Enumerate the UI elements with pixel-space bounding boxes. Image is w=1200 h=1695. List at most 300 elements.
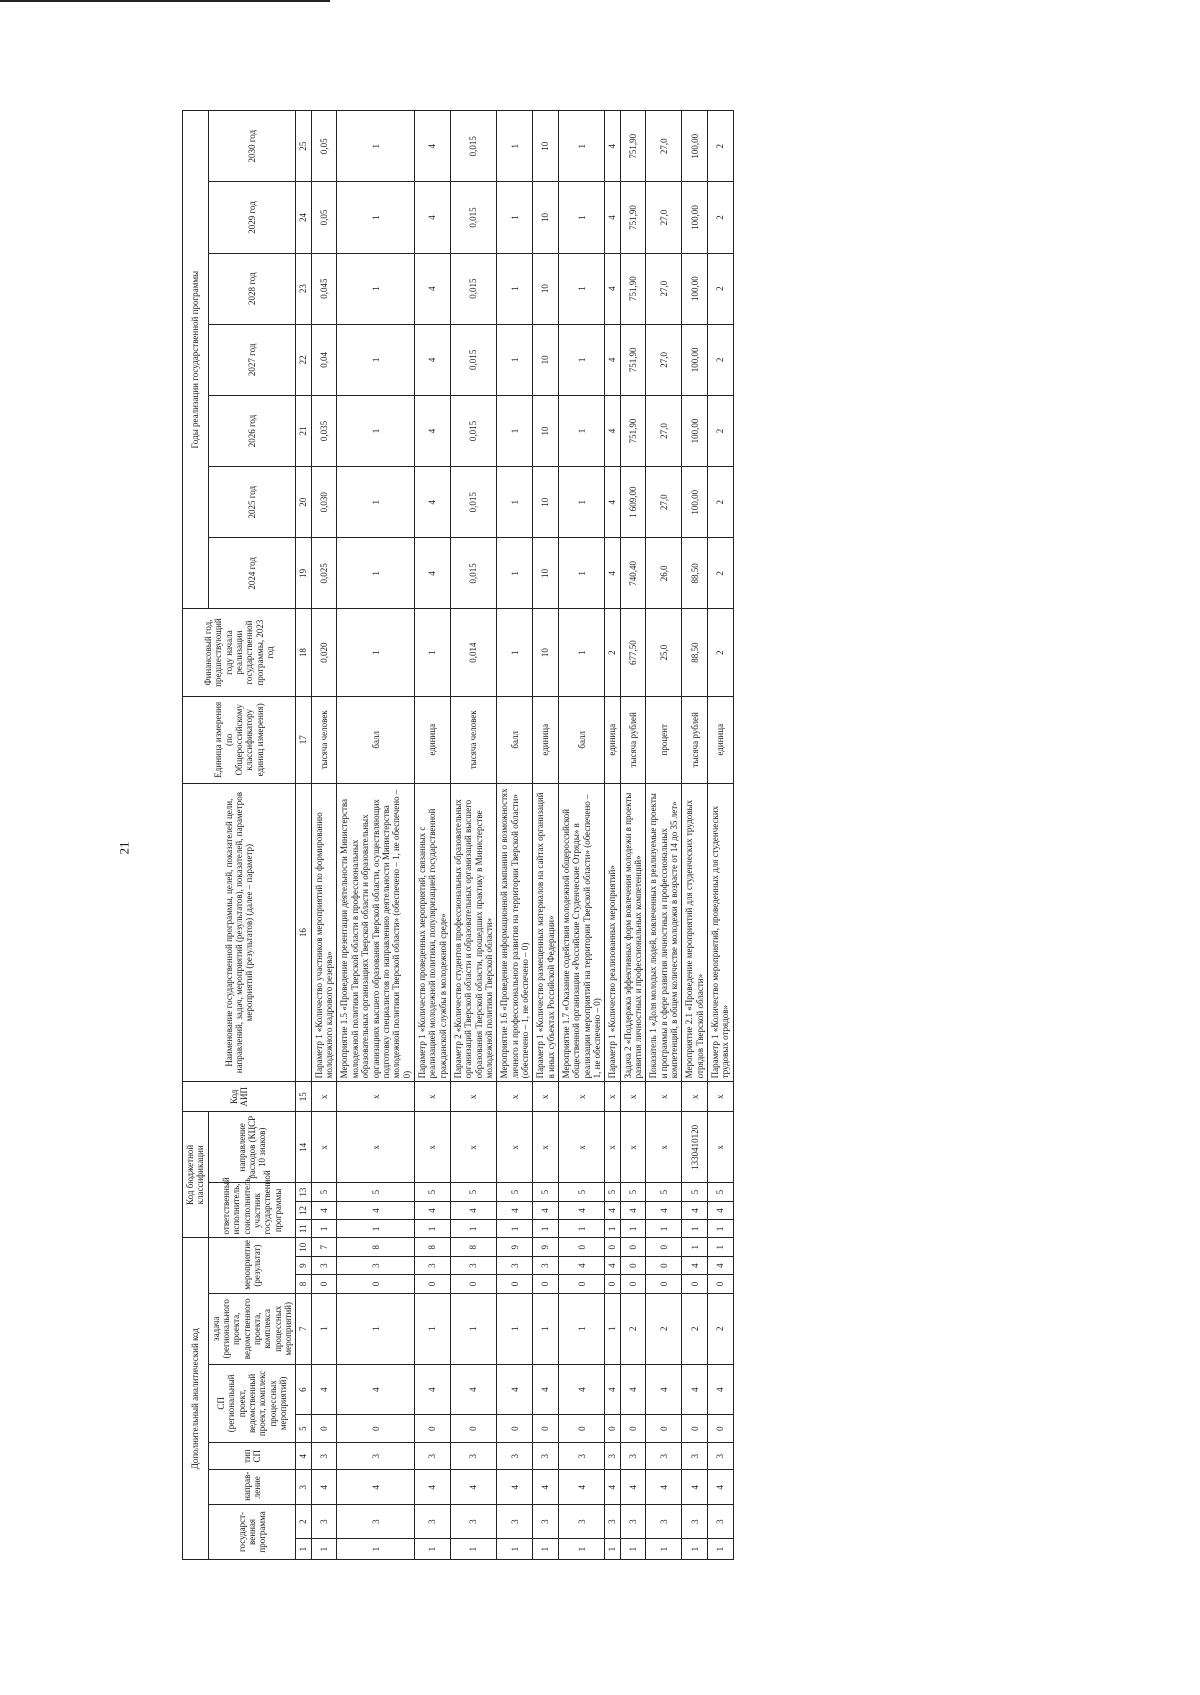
code-cell: 0 [559, 1275, 605, 1293]
code-cell: 1 [311, 1220, 337, 1238]
code-cell: 5 [605, 1183, 620, 1201]
year-value-cell: 0,015 [450, 467, 496, 538]
year-value-cell: 100,00 [682, 111, 708, 182]
code-cell: 4 [533, 1364, 559, 1415]
code-cell: 3 [337, 1256, 414, 1274]
name-cell: Параметр 1 «Количество размещенных материалов на сайтах организаций в иных субъектах Российской Федерации» [533, 783, 559, 1081]
code-cell: 0 [682, 1275, 708, 1293]
code-cell: 7 [311, 1238, 337, 1257]
code-cell: 1 [337, 1293, 414, 1364]
unit-cell: единица [533, 696, 559, 783]
year-value-cell: 1 [337, 467, 414, 538]
code-cell: 4 [559, 1470, 605, 1504]
year-value-cell: 751,90 [620, 253, 646, 324]
unit-cell: тысяча человек [450, 696, 496, 783]
column-number: 20 [296, 467, 311, 538]
gp-header: государст- венная программа [208, 1504, 296, 1559]
unit-cell: балл [337, 696, 414, 783]
code-cell: x [605, 1082, 620, 1112]
year-value-cell: 1 [497, 182, 533, 253]
code-cell: x [450, 1112, 496, 1183]
column-number: 13 [296, 1183, 311, 1201]
year-value-cell: 27,0 [646, 395, 682, 466]
code-cell: 4 [450, 1201, 496, 1219]
code-cell: 3 [450, 1442, 496, 1470]
code-cell: 0 [450, 1275, 496, 1293]
code-cell: 0 [311, 1415, 337, 1443]
code-cell: 0 [311, 1275, 337, 1293]
code-cell: 0 [605, 1238, 620, 1257]
code-cell: 4 [605, 1201, 620, 1219]
year-value-cell: 10 [533, 253, 559, 324]
code-cell: 5 [533, 1183, 559, 1201]
year-value-cell: 0,015 [450, 324, 496, 395]
code-cell: 3 [533, 1504, 559, 1538]
column-number: 9 [296, 1256, 311, 1274]
code-cell: 0 [708, 1415, 734, 1443]
code-cell: 0 [605, 1275, 620, 1293]
table-row [605, 111, 620, 1560]
year-value-cell: 100,00 [682, 324, 708, 395]
column-number: 25 [296, 111, 311, 182]
code-cell: x [414, 1112, 450, 1183]
code-cell: 5 [311, 1183, 337, 1201]
column-number: 17 [296, 696, 311, 783]
scan-edge-line [0, 0, 330, 2]
name-cell: Мероприятие 2.1 «Проведение мероприятий для студенческих трудовых отрядов Тверской области» [682, 783, 708, 1081]
year-value-cell: 740,40 [620, 538, 646, 609]
code-cell: 0 [646, 1256, 682, 1274]
year-value-cell: 10 [533, 467, 559, 538]
code-cell: 5 [497, 1183, 533, 1201]
code-cell: 3 [559, 1504, 605, 1538]
code-cell: 0 [559, 1238, 605, 1257]
code-cell: 1 [682, 1220, 708, 1238]
base-year-cell: 2 [605, 609, 620, 696]
code-cell: x [311, 1112, 337, 1183]
name-cell: Мероприятие 1.6 «Проведение информационной кампании о возможностях личного и профессионального развития на территории Тверской области» (обеспечено – 1, не обеспечено – 0) [497, 783, 533, 1081]
code-cell: 4 [311, 1364, 337, 1415]
code-cell: 0 [646, 1238, 682, 1257]
code-cell: 3 [646, 1504, 682, 1538]
code-cell: 1 [311, 1293, 337, 1364]
code-cell: 4 [414, 1364, 450, 1415]
code-cell: 3 [605, 1442, 620, 1470]
column-number: 21 [296, 395, 311, 466]
code-cell: 1 [646, 1539, 682, 1560]
code-cell: 1 [646, 1220, 682, 1238]
code-cell: 1 [533, 1220, 559, 1238]
table-row [646, 111, 682, 1560]
base-year-cell: 1 [414, 609, 450, 696]
year-value-cell: 4 [414, 111, 450, 182]
base-year-cell: 1 [497, 609, 533, 696]
code-cell: 1 [311, 1539, 337, 1560]
year-value-cell: 0,015 [450, 395, 496, 466]
code-cell: 3 [533, 1442, 559, 1470]
year-value-cell: 27,0 [646, 253, 682, 324]
code-cell: 1 [559, 1539, 605, 1560]
code-cell: 1 [450, 1220, 496, 1238]
year-value-cell: 27,0 [646, 324, 682, 395]
code-cell: 4 [337, 1364, 414, 1415]
code-cell: 4 [708, 1201, 734, 1219]
year-header: 2025 год [208, 467, 296, 538]
code-cell: 5 [559, 1183, 605, 1201]
year-value-cell: 2 [708, 395, 734, 466]
code-cell: 3 [311, 1504, 337, 1538]
code-cell: 0 [337, 1415, 414, 1443]
code-cell: x [682, 1082, 708, 1112]
year-value-cell: 100,00 [682, 467, 708, 538]
additional-code-header: Дополнительный аналитический код [183, 1238, 209, 1560]
code-cell: x [605, 1112, 620, 1183]
unit-cell: тысяча человек [311, 696, 337, 783]
code-cell: 3 [708, 1442, 734, 1470]
code-cell: x [708, 1082, 734, 1112]
code-cell: 4 [620, 1364, 646, 1415]
year-value-cell: 4 [414, 324, 450, 395]
code-cell: 0 [646, 1415, 682, 1443]
year-header: 2030 год [208, 111, 296, 182]
year-value-cell: 27,0 [646, 111, 682, 182]
code-cell: x [646, 1082, 682, 1112]
base-year-cell: 0,020 [311, 609, 337, 696]
base-year-cell: 88,50 [682, 609, 708, 696]
code-cell: 1 [337, 1539, 414, 1560]
year-value-cell: 88,50 [682, 538, 708, 609]
budget-code-header: Код бюджетной классификации [183, 1112, 209, 1238]
year-header: 2024 год [208, 538, 296, 609]
code-cell: 0 [559, 1415, 605, 1443]
column-number: 4 [296, 1442, 311, 1470]
code-cell: 0 [646, 1275, 682, 1293]
year-header: 2029 год [208, 182, 296, 253]
code-cell: 0 [605, 1415, 620, 1443]
year-value-cell: 1 [497, 253, 533, 324]
code-cell: 5 [708, 1183, 734, 1201]
code-cell: 0 [682, 1415, 708, 1443]
year-value-cell: 2 [708, 182, 734, 253]
code-cell: 4 [682, 1256, 708, 1274]
column-number: 23 [296, 253, 311, 324]
code-cell: 3 [497, 1442, 533, 1470]
code-cell: 3 [337, 1504, 414, 1538]
executor-header: ответственный исполнитель, соисполнитель, участник государственной программы [208, 1183, 296, 1238]
code-cell: 3 [337, 1442, 414, 1470]
column-number: 2 [296, 1504, 311, 1538]
code-cell: x [497, 1112, 533, 1183]
code-cell: 3 [559, 1442, 605, 1470]
year-value-cell: 1 [337, 111, 414, 182]
year-value-cell: 0,04 [311, 324, 337, 395]
year-value-cell: 751,90 [620, 182, 646, 253]
code-cell: 3 [708, 1504, 734, 1538]
year-value-cell: 4 [605, 111, 620, 182]
name-cell: Параметр 2 «Количество студентов профессиональных образовательных организаций Тверской области и образовательных организаций высшего образования Тверской области, прошедших практику в Министерстве молодежной политики Тверской области» [450, 783, 496, 1081]
code-cell: 4 [414, 1470, 450, 1504]
page-number: 21 [116, 841, 132, 855]
code-cell: x [414, 1082, 450, 1112]
year-value-cell: 4 [605, 253, 620, 324]
unit-cell: балл [559, 696, 605, 783]
code-cell: 4 [497, 1364, 533, 1415]
year-value-cell: 1 [497, 111, 533, 182]
code-cell: 5 [414, 1183, 450, 1201]
table-row [620, 111, 646, 1560]
rotated-table-wrapper [182, 80, 1200, 1560]
year-value-cell: 0,05 [311, 111, 337, 182]
code-cell: 1 [414, 1220, 450, 1238]
year-value-cell: 0,05 [311, 182, 337, 253]
code-cell: 0 [533, 1415, 559, 1443]
year-value-cell: 751,90 [620, 395, 646, 466]
year-value-cell: 1 [337, 182, 414, 253]
year-value-cell: 26,0 [646, 538, 682, 609]
code-cell: x [559, 1082, 605, 1112]
code-cell: 1 [559, 1293, 605, 1364]
code-cell: x [708, 1112, 734, 1183]
code-cell: 4 [682, 1201, 708, 1219]
code-cell: 0 [497, 1275, 533, 1293]
code-cell: 9 [497, 1238, 533, 1257]
code-cell: 3 [497, 1256, 533, 1274]
unit-cell: тысяча рублей [682, 696, 708, 783]
code-cell: 0 [450, 1415, 496, 1443]
year-value-cell: 1 [559, 467, 605, 538]
table-body [311, 111, 733, 1560]
name-cell: Мероприятие 1.7 «Оказание содействия молодежной общероссийской общественной организации «Российские Студенческие Отряды» в реализации мероприятий на территории Тверской области» (обеспечено – 1, не обеспечено – 0) [559, 783, 605, 1081]
code-cell: 1 [605, 1293, 620, 1364]
table-row [682, 111, 708, 1560]
base-year-cell: 1 [337, 609, 414, 696]
code-cell: 4 [708, 1364, 734, 1415]
code-cell: 4 [620, 1470, 646, 1504]
unit-cell: балл [497, 696, 533, 783]
code-cell: x [646, 1112, 682, 1183]
dir-header: направ- ление [208, 1470, 296, 1504]
base-year-cell: 10 [533, 609, 559, 696]
year-value-cell: 0,045 [311, 253, 337, 324]
code-cell: 4 [311, 1201, 337, 1219]
table-row [414, 111, 450, 1560]
column-number: 5 [296, 1415, 311, 1443]
year-value-cell: 1 [337, 395, 414, 466]
code-cell: 1 [450, 1539, 496, 1560]
type-sp-header: тип СП [208, 1442, 296, 1470]
year-value-cell: 2 [708, 538, 734, 609]
year-value-cell: 10 [533, 538, 559, 609]
code-cell: 0 [533, 1275, 559, 1293]
year-value-cell: 1 [559, 182, 605, 253]
code-cell: x [533, 1112, 559, 1183]
code-cell: 2 [682, 1293, 708, 1364]
name-cell: Мероприятие 1.5 «Проведение презентации деятельности Министерства молодежной политики Тверской области в профессиональных образовательных организациях Тверской области и образовательных организациях высшего образования Тверской области, осуществляющих подготовку специалистов по направлению деятельности Министерства молодежной политики Тверской области» (обеспечено – 1, не обеспечено – 0) [337, 783, 414, 1081]
year-value-cell: 1 [559, 538, 605, 609]
column-number: 8 [296, 1275, 311, 1293]
year-value-cell: 4 [605, 324, 620, 395]
year-value-cell: 1 [337, 324, 414, 395]
code-cell: x [559, 1112, 605, 1183]
year-value-cell: 4 [605, 182, 620, 253]
code-cell: 3 [450, 1504, 496, 1538]
year-value-cell: 4 [414, 253, 450, 324]
year-value-cell: 100,00 [682, 253, 708, 324]
sp-header: СП (региональный проект, ведомственный проект, комплекс процессных мероприятий) [208, 1364, 296, 1442]
base-year-cell: 2 [708, 609, 734, 696]
code-cell: 4 [559, 1201, 605, 1219]
code-cell: 1 [559, 1220, 605, 1238]
year-value-cell: 4 [605, 467, 620, 538]
name-cell: Параметр 1 «Количество проведенных мероприятий, связанных с реализацией молодежной политики, популяризацией государственной гражданской службы в молодежной среде» [414, 783, 450, 1081]
year-value-cell: 0,030 [311, 467, 337, 538]
code-cell: 0 [337, 1275, 414, 1293]
code-cell: x [337, 1082, 414, 1112]
code-cell: 5 [337, 1183, 414, 1201]
code-cell: 5 [450, 1183, 496, 1201]
code-cell: 0 [497, 1415, 533, 1443]
table-row [708, 111, 734, 1560]
year-value-cell: 2 [708, 324, 734, 395]
year-value-cell: 0,015 [450, 111, 496, 182]
year-header: 2027 год [208, 324, 296, 395]
year-value-cell: 10 [533, 395, 559, 466]
base-year-cell: 0,014 [450, 609, 496, 696]
year-value-cell: 4 [414, 182, 450, 253]
code-cell: 1 [497, 1220, 533, 1238]
code-cell: 1 [497, 1293, 533, 1364]
code-cell: 1 [682, 1539, 708, 1560]
code-cell: 4 [497, 1201, 533, 1219]
table-row [497, 111, 533, 1560]
column-number: 18 [296, 609, 311, 696]
year-value-cell: 100,00 [682, 182, 708, 253]
year-value-cell: 1 [559, 324, 605, 395]
column-number: 6 [296, 1364, 311, 1415]
code-cell: 3 [620, 1442, 646, 1470]
column-number: 22 [296, 324, 311, 395]
code-cell: x [450, 1082, 496, 1112]
aip-code-header: Код АИП [183, 1082, 296, 1112]
code-cell: 0 [414, 1275, 450, 1293]
code-cell: x [337, 1112, 414, 1183]
code-cell: x [497, 1082, 533, 1112]
code-cell: 4 [559, 1364, 605, 1415]
table-row [533, 111, 559, 1560]
code-cell: 1 [414, 1539, 450, 1560]
code-cell: 1 [708, 1220, 734, 1238]
code-cell: x [620, 1082, 646, 1112]
column-number: 15 [296, 1082, 311, 1112]
code-cell: 4 [646, 1201, 682, 1219]
code-cell: 4 [620, 1201, 646, 1219]
code-cell: 4 [311, 1470, 337, 1504]
year-value-cell: 1 [337, 538, 414, 609]
code-cell: 3 [682, 1442, 708, 1470]
column-number: 12 [296, 1201, 311, 1219]
year-value-cell: 1 [497, 467, 533, 538]
code-cell: 8 [337, 1238, 414, 1257]
column-number: 14 [296, 1112, 311, 1183]
code-cell: 0 [708, 1275, 734, 1293]
year-value-cell: 0,025 [311, 538, 337, 609]
code-cell: 4 [450, 1364, 496, 1415]
year-value-cell: 751,90 [620, 324, 646, 395]
code-cell: 1 [533, 1539, 559, 1560]
task-header: задача (регионального проекта, ведомственного проекта, комплекса процессных мероприятий) [208, 1293, 296, 1364]
code-cell: 4 [337, 1201, 414, 1219]
year-value-cell: 1 [497, 324, 533, 395]
year-value-cell: 1 [497, 538, 533, 609]
code-cell: 1 [605, 1539, 620, 1560]
unit-cell: единица [708, 696, 734, 783]
year-value-cell: 1 [497, 395, 533, 466]
year-value-cell: 4 [605, 538, 620, 609]
code-cell: 8 [450, 1238, 496, 1257]
code-cell: 2 [646, 1293, 682, 1364]
code-cell: 4 [682, 1470, 708, 1504]
year-value-cell: 0,035 [311, 395, 337, 466]
code-cell: 3 [414, 1442, 450, 1470]
code-cell: 2 [708, 1293, 734, 1364]
year-value-cell: 27,0 [646, 467, 682, 538]
column-number: 24 [296, 182, 311, 253]
program-table [182, 110, 734, 1560]
code-cell: 0 [620, 1415, 646, 1443]
code-cell: 5 [620, 1183, 646, 1201]
year-value-cell: 100,00 [682, 395, 708, 466]
code-cell: 4 [414, 1201, 450, 1219]
code-cell: 4 [605, 1470, 620, 1504]
year-value-cell: 1 [337, 253, 414, 324]
code-cell: 8 [414, 1238, 450, 1257]
year-value-cell: 4 [414, 538, 450, 609]
column-number-row [296, 111, 311, 1560]
code-cell: 1330410120 [682, 1112, 708, 1183]
name-cell: Показатель 1 «Доля молодых людей, вовлеченных в реализуемые проекты и программы в сфере развития личностных и профессиональных компетенций, в общем количестве молодежи в возрасте от 14 до 35 лет» [646, 783, 682, 1081]
base-year-cell: 25,0 [646, 609, 682, 696]
year-value-cell: 0,015 [450, 538, 496, 609]
expense-dir-header: направление расходов (КЦСР 10 знаков) [208, 1112, 296, 1183]
year-value-cell: 10 [533, 182, 559, 253]
code-cell: x [311, 1082, 337, 1112]
years-header: Годы реализации государственной программы [183, 111, 209, 609]
code-cell: x [533, 1082, 559, 1112]
code-cell: 1 [620, 1539, 646, 1560]
year-header: 2028 год [208, 253, 296, 324]
code-cell: 3 [311, 1442, 337, 1470]
year-value-cell: 2 [708, 111, 734, 182]
code-cell: 1 [708, 1238, 734, 1257]
column-number: 7 [296, 1293, 311, 1364]
name-cell: Параметр 1 «Количество участников мероприятий по формированию молодежного кадрового резерва» [311, 783, 337, 1081]
name-cell: Параметр 1 «Количество реализованных мероприятий» [605, 783, 620, 1081]
event-header: мероприятие (результат) [208, 1238, 296, 1293]
code-cell: 3 [605, 1504, 620, 1538]
code-cell: 1 [450, 1293, 496, 1364]
year-value-cell: 4 [605, 395, 620, 466]
code-cell: 1 [620, 1220, 646, 1238]
name-header: Наименование государственной программы, целей, показателей цели, направлений, задач, мероприятий (результатов), показателей, параметров мероприятий (результатов) (далее – параметр) [183, 783, 296, 1081]
code-cell: 1 [497, 1539, 533, 1560]
unit-cell: тысяча рублей [620, 696, 646, 783]
base-year-cell: 1 [559, 609, 605, 696]
year-value-cell: 10 [533, 324, 559, 395]
code-cell: 4 [497, 1470, 533, 1504]
year-value-cell: 1 [559, 253, 605, 324]
base-year-cell: 677,50 [620, 609, 646, 696]
name-cell: Задача 2 «Поддержка эффективных форм вовлечения молодежи в проекты развития личностных и профессиональных компетенций» [620, 783, 646, 1081]
